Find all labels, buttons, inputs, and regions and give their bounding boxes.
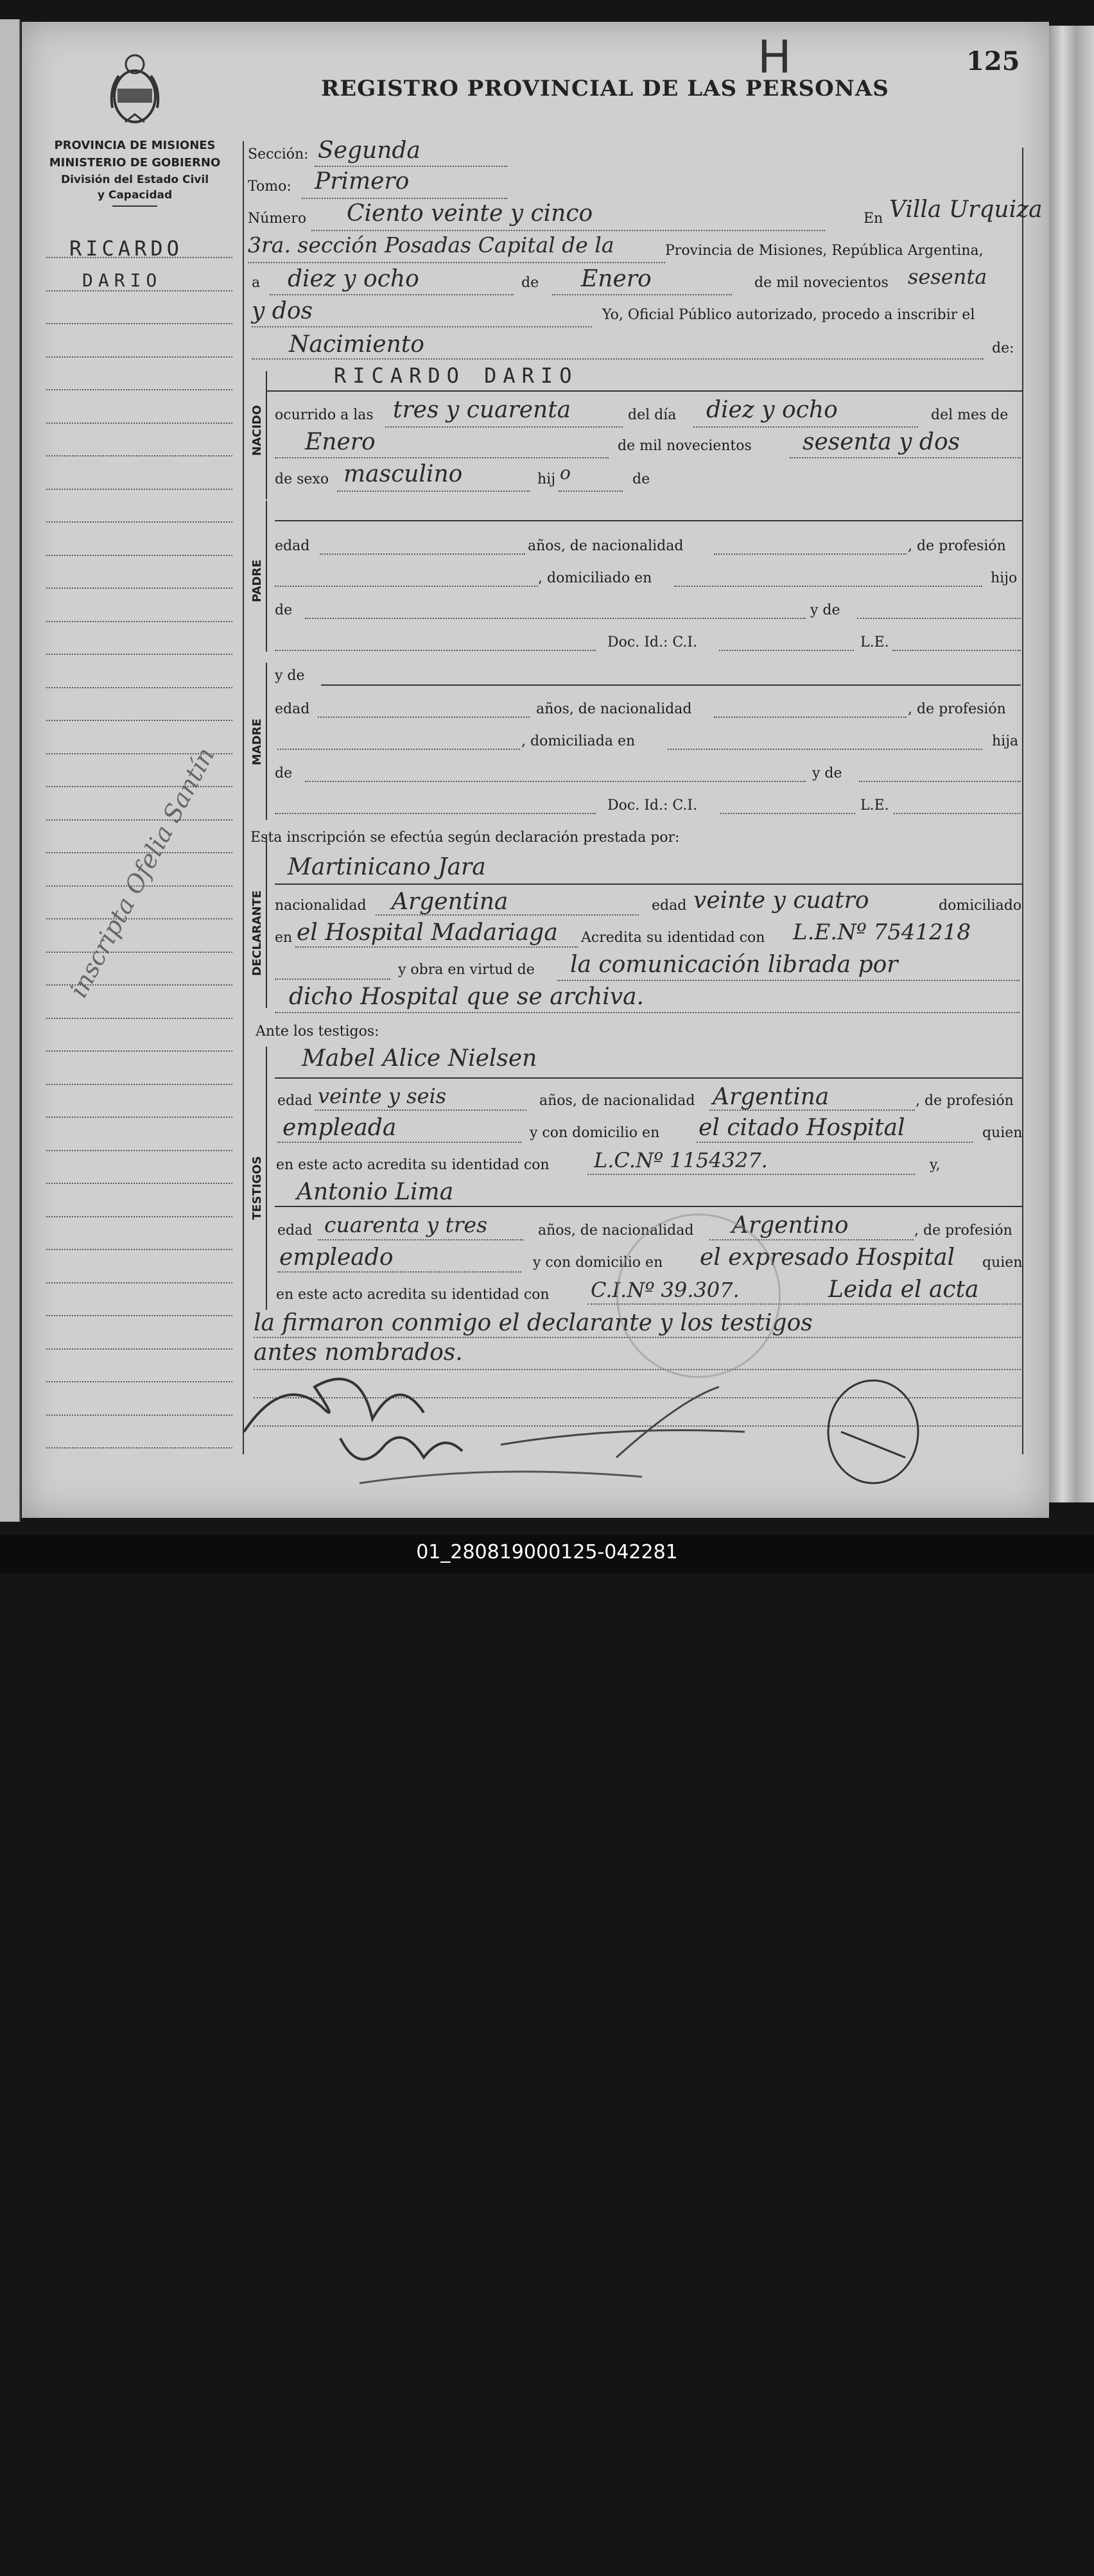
madre-anios-label: años, de nacionalidad [536,701,692,717]
declarante-doc-value: L.E.Nº 7541218 [793,919,971,945]
declarante-obra-label: y obra en virtud de [398,962,535,978]
sexo-value: masculino [343,461,463,487]
testigo1-nac: Argentina [713,1084,829,1110]
testigo1-nombre: Mabel Alice Nielsen [302,1045,537,1072]
testigo1-edad: veinte y seis [318,1084,447,1108]
margin-rule [46,819,232,821]
madre-hija-label: hija [992,733,1019,749]
testigo1-anios-label: años, de nacionalidad [539,1093,695,1109]
margin-rule [46,1216,232,1217]
madre-y-de2-label: y de [812,765,842,781]
nacido-de-label: de [632,471,650,487]
testigo1-domicilio-label: y con domicilio en [530,1125,660,1141]
margin-rule [46,1315,232,1316]
del-dia-label: del día [628,407,677,423]
numero-label: Número [248,211,307,227]
declarante-edad-value: veinte y cuatro [693,887,869,914]
margin-rule [46,1381,232,1382]
signatures [231,1348,1002,1490]
lugar-value: 3ra. sección Posadas Capital de la [248,232,614,257]
en-label: En [864,211,883,227]
testigo2-prof: empleado [279,1244,394,1271]
margin-rule [46,323,232,324]
testigo1-prof: empleada [282,1115,397,1141]
nacido-section-label: NACIDO [250,405,264,456]
padre-y-de-label: y de [810,602,840,618]
madre-le-label: L.E. [860,797,889,814]
ocurrido-label: ocurrido a las [275,407,374,423]
testigo2-domicilio-label: y con domicilio en [533,1255,663,1271]
margin-rule [46,1249,232,1250]
tomo-value: Primero [315,168,410,195]
acto-value: Nacimiento [289,331,424,358]
declarante-en-label: en [275,930,293,946]
testigo2-anios-label: años, de nacionalidad [538,1223,694,1239]
agency-block [39,139,231,207]
declarante-domicilio-value: el Hospital Madariaga [297,919,558,946]
margin-rule [46,621,232,622]
padre-hijo-label: hijo [991,570,1018,586]
testigo1-doc: L.C.Nº 1154327. [594,1148,768,1172]
testigo2-nac: Argentino [732,1212,849,1239]
testigo1-profesion-label: , de profesión [916,1093,1014,1109]
agency-line-3: División del Estado Civil [60,173,209,186]
margin-rule [46,952,232,953]
testigo2-quien-label: quien [982,1255,1023,1271]
testigo2-nombre: Antonio Lima [297,1179,454,1205]
margin-note: inscripta Ofelia Santín [64,742,220,1002]
declarante-nacionalidad-value: Argentina [392,889,508,915]
madre-edad-label: edad [275,701,310,717]
padre-anios-label: años, de nacionalidad [528,538,684,554]
margin-rule [46,389,232,390]
testigo1-quien-label: quien [982,1125,1023,1141]
margin-rule [46,356,232,358]
testigo2-edad-label: edad [277,1223,313,1239]
anio-value-2: y dos [252,298,313,324]
nacido-dia-value: diez y ocho [706,397,838,423]
margin-rule [46,918,232,919]
agency-line-4: y Capacidad [97,189,173,202]
declarante-section-label: DECLARANTE [250,890,264,976]
margin-rule [46,654,232,655]
margin-rule [46,555,232,556]
testigos-intro: Ante los testigos: [256,1023,379,1040]
madre-y-de-label: y de [275,668,305,684]
testigo2-profesion-label: , de profesión [914,1223,1012,1239]
padre-section-label: PADRE [250,559,264,602]
padre-de-label: de [275,602,293,618]
madre-profesion-label: , de profesión [908,701,1006,717]
hijo-label: hij [537,471,556,487]
mes-value: Enero [581,266,652,292]
padre-profesion-label: , de profesión [908,538,1006,554]
book-left-edge [0,19,21,1522]
padre-edad-label: edad [275,538,310,554]
margin-rule [46,489,232,490]
declarante-acredita-label: Acredita su identidad con [581,930,765,946]
madre-doc-label: Doc. Id.: C.I. [607,797,698,814]
leida-text: Leida el acta [828,1276,979,1303]
mil-label: de mil novecientos [618,438,752,454]
page-title: REGISTRO PROVINCIAL DE LAS PERSONAS [321,76,889,101]
top-mark: H [758,31,792,83]
margin-rule [46,1183,232,1184]
declarante-edad-label: edad [652,898,687,914]
book-right-edge [1049,26,1094,1502]
margin-rule [46,1117,232,1118]
padre-doc-label: Doc. Id.: C.I. [607,634,698,650]
declarante-intro: Esta inscripción se efectúa según declaración prestada por: [250,830,680,846]
dia-value: diez y ocho [288,266,419,292]
padre-domiciliado-label: , domiciliado en [538,570,652,586]
page-number: 125 [966,46,1020,76]
de2-label: de: [992,340,1014,356]
margin-rule [46,1348,232,1350]
margin-rule [46,1447,232,1449]
tomo-label: Tomo: [248,178,291,195]
margin-name-1: RICARDO [69,236,183,261]
hora-value: tres y cuarenta [393,397,571,423]
testigo2-acredita-label: en este acto acredita su identidad con [276,1287,550,1303]
margin-rule [46,587,232,589]
declarante-obra-value-2: dicho Hospital que se archiva. [289,984,644,1010]
margin-divider [243,141,244,1454]
agency-line-2: MINISTERIO DE GOBIERNO [49,156,221,170]
image-id-footer: 01_280819000125-042281 [416,1541,678,1563]
cierre-line-1: la firmaron conmigo el declarante y los testigos [254,1310,813,1336]
margin-rule [46,455,232,457]
declarante-obra-value: la comunicación librada por [570,952,898,978]
sexo-label: de sexo [275,471,329,487]
coat-of-arms-icon [106,50,164,130]
nacido-mes-value: Enero [305,429,376,455]
anio-value: sesenta [908,265,987,289]
margin-rule [46,1282,232,1284]
declarante-nombre: Martinicano Jara [288,854,486,880]
margin-rule [46,1084,232,1085]
nacido-anio-value: sesenta y dos [803,429,960,455]
margin-rule [46,521,232,523]
de-label: de [521,275,539,291]
testigo2-doc: C.I.Nº 39.307. [591,1278,740,1302]
margin-rule [46,1050,232,1052]
testigo1-dom: el citado Hospital [699,1115,905,1141]
madre-section-label: MADRE [250,718,264,765]
anio-label: de mil novecientos [754,275,889,291]
numero-value: Ciento veinte y cinco [347,200,593,227]
margin-rule [46,720,232,721]
agency-line-1: PROVINCIA DE MISIONES [54,139,216,152]
madre-de-label: de [275,765,293,781]
margin-rule [46,1018,232,1019]
margin-rule [46,687,232,688]
testigo1-acredita-label: en este acto acredita su identidad con [276,1157,550,1173]
madre-domiciliada-label: , domiciliada en [521,733,636,749]
provincia-text: Provincia de Misiones, República Argentina, [665,243,984,259]
oficial-text: Yo, Oficial Público autorizado, procedo a inscribir el [602,307,975,323]
a-label: a [252,275,261,291]
declarante-domiciliado-label: domiciliado [939,898,1022,914]
declarante-nacionalidad-label: nacionalidad [275,898,367,914]
margin-rule [46,422,232,424]
en-value: Villa Urquiza [889,196,1043,223]
margin-rule [46,786,232,787]
margin-name-2: DARIO [82,270,162,291]
del-mes-label: del mes de [931,407,1009,423]
hijo-value: o [560,462,571,483]
margin-rule [46,1414,232,1416]
margin-rule [46,1150,232,1151]
nacido-nombre: RICARDO DARIO [334,363,578,388]
cierre-line-2: antes nombrados. [254,1339,463,1366]
testigo2-dom: el expresado Hospital [700,1244,955,1271]
padre-le-label: L.E. [860,634,889,650]
seccion-label: Sección: [248,146,309,162]
testigo2-edad: cuarenta y tres [324,1212,488,1237]
testigo1-edad-label: edad [277,1093,313,1109]
testigo1-y-label: y, [930,1157,941,1173]
seccion-value: Segunda [318,137,421,164]
testigos-section-label: TESTIGOS [250,1156,264,1220]
